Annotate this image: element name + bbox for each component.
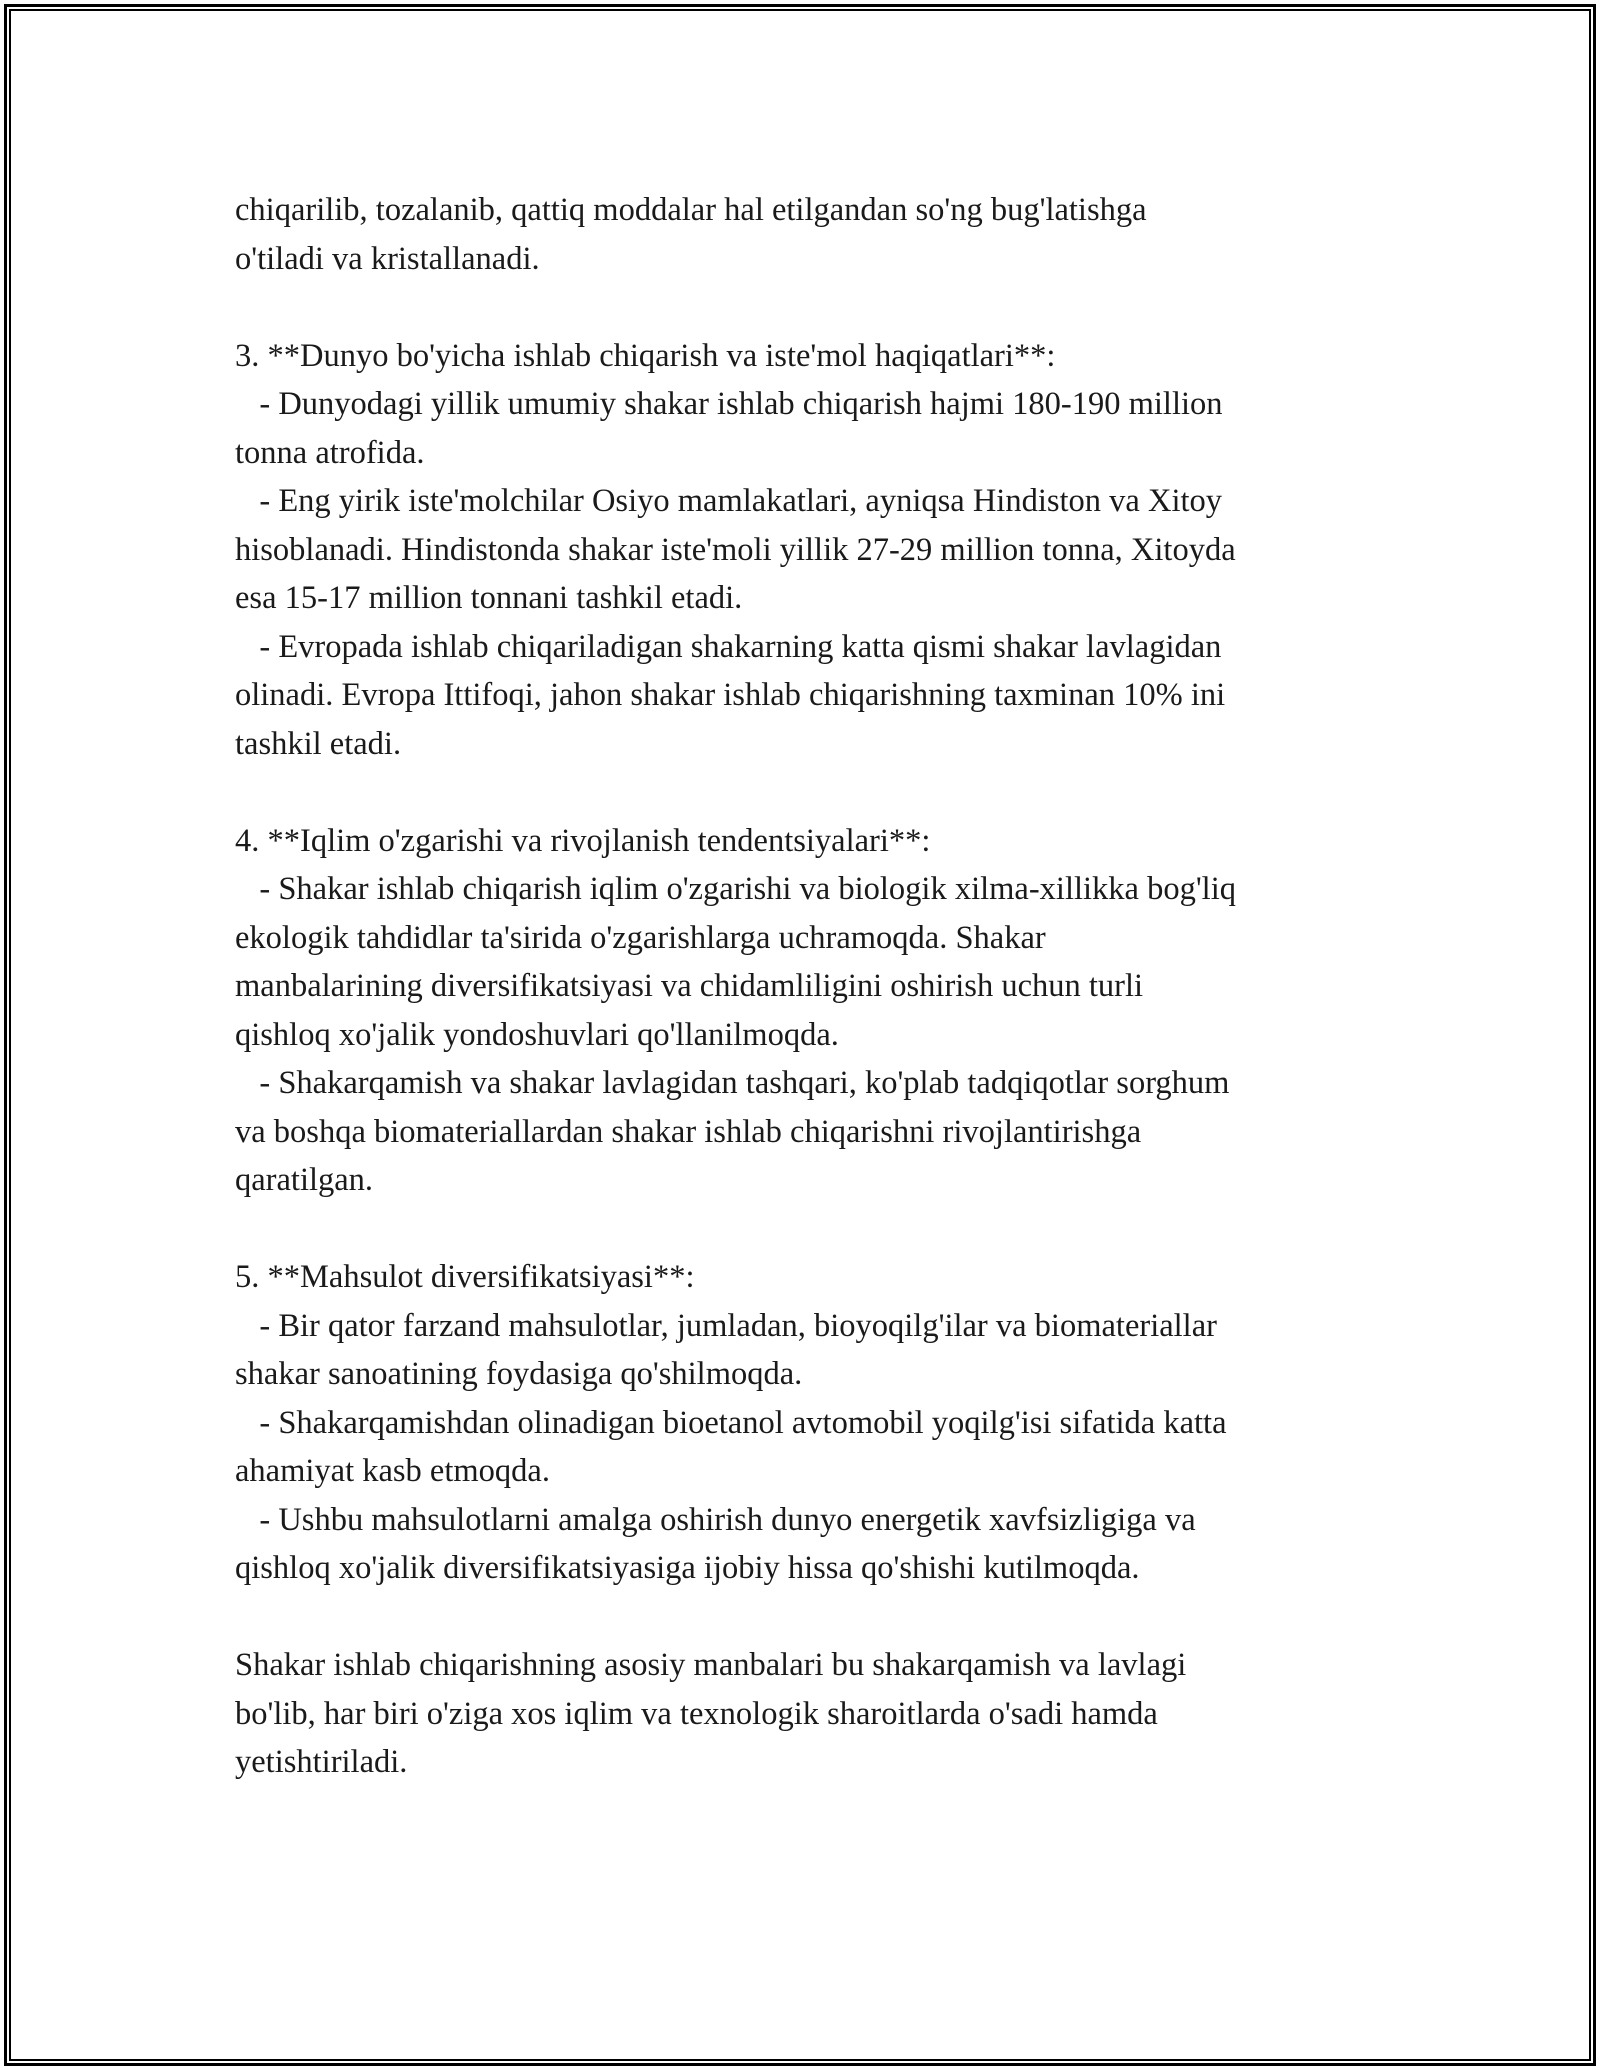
bullet-item	[235, 1399, 1385, 1496]
text-line: esa 15-17 million tonnani tashkil etadi.	[235, 580, 743, 616]
text-line: yetishtiriladi.	[235, 1744, 408, 1780]
text-line: tashkil etadi.	[235, 725, 402, 762]
conclusion-paragraph	[235, 1641, 1385, 1787]
paragraph-gap	[235, 283, 1385, 332]
text-line: - Ushbu mahsulotlarni amalga oshirish dunyo energetik xavfsizligiga va	[235, 1501, 1196, 1538]
text-line: - Eng yirik iste'molchilar Osiyo mamlakatlari, ayniqsa Hindiston va Xitoy	[235, 483, 1222, 519]
text-line: ahamiyat kasb etmoqda.	[235, 1453, 550, 1489]
section-heading: 3. **Dunyo bo'yicha ishlab chiqarish va iste'mol haqiqatlari**:	[235, 337, 1056, 374]
bullet-item	[235, 623, 1385, 769]
section-5	[235, 1253, 1385, 1593]
paragraph-gap	[235, 1593, 1385, 1642]
bullet-item	[235, 1302, 1385, 1399]
text-line: o'tiladi va kristallanadi.	[235, 240, 540, 277]
document-body	[235, 186, 1385, 1787]
text-line: qaratilgan.	[235, 1162, 374, 1198]
section-heading: 4. **Iqlim o'zgarishi va rivojlanish tendentsiyalari**:	[235, 822, 931, 859]
text-line: chiqarilib, tozalanib, qattiq moddalar hal etilgandan so'ng bug'latishga	[235, 192, 1147, 228]
paragraph-gap	[235, 768, 1385, 817]
text-line: - Bir qator farzand mahsulotlar, jumladan, bioyoqilg'ilar va biomateriallar	[235, 1307, 1217, 1344]
paragraph-gap	[235, 1205, 1385, 1254]
bullet-item	[235, 1059, 1385, 1205]
bullet-item	[235, 477, 1385, 623]
bullet-item	[235, 1496, 1385, 1593]
bullet-item	[235, 865, 1385, 1059]
section-3	[235, 332, 1385, 769]
text-line: tonna atrofida.	[235, 434, 425, 471]
section-4	[235, 817, 1385, 1205]
text-line: manbalarining diversifikatsiyasi va chidamliligini oshirish uchun turli	[235, 968, 1144, 1004]
text-line: ekologik tahdidlar ta'sirida o'zgarishlarga uchramoqda. Shakar	[235, 919, 1046, 956]
text-line: - Shakar ishlab chiqarish iqlim o'zgarishi va biologik xilma-xillikka bog'liq	[235, 871, 1236, 907]
text-line: - Evropada ishlab chiqariladigan shakarning katta qismi shakar lavlagidan	[235, 628, 1222, 665]
text-line: - Shakarqamish va shakar lavlagidan tashqari, ko'plab tadqiqotlar sorghum	[235, 1065, 1230, 1101]
text-line: hisoblanadi. Hindistonda shakar iste'moli yillik 27-29 million tonna, Xitoyda	[235, 531, 1236, 568]
text-line: Shakar ishlab chiqarishning asosiy manbalari bu shakarqamish va lavlagi	[235, 1647, 1187, 1683]
bullet-item	[235, 380, 1385, 477]
intro-paragraph	[235, 186, 1385, 283]
text-line: shakar sanoatining foydasiga qo'shilmoqda.	[235, 1356, 803, 1392]
text-line: va boshqa biomateriallardan shakar ishlab chiqarishni rivojlantirishga	[235, 1113, 1142, 1150]
text-line: qishloq xo'jalik diversifikatsiyasiga ijobiy hissa qo'shishi kutilmoqda.	[235, 1550, 1140, 1586]
section-heading: 5. **Mahsulot diversifikatsiyasi**:	[235, 1259, 695, 1295]
text-line: - Shakarqamishdan olinadigan bioetanol avtomobil yoqilg'isi sifatida katta	[235, 1404, 1227, 1441]
text-line: olinadi. Evropa Ittifoqi, jahon shakar ishlab chiqarishning taxminan 10% ini	[235, 677, 1226, 713]
text-line: qishloq xo'jalik yondoshuvlari qo'llanilmoqda.	[235, 1016, 839, 1053]
text-line: - Dunyodagi yillik umumiy shakar ishlab chiqarish hajmi 180-190 million	[235, 386, 1223, 422]
text-line: bo'lib, har biri o'ziga xos iqlim va texnologik sharoitlarda o'sadi hamda	[235, 1695, 1158, 1732]
